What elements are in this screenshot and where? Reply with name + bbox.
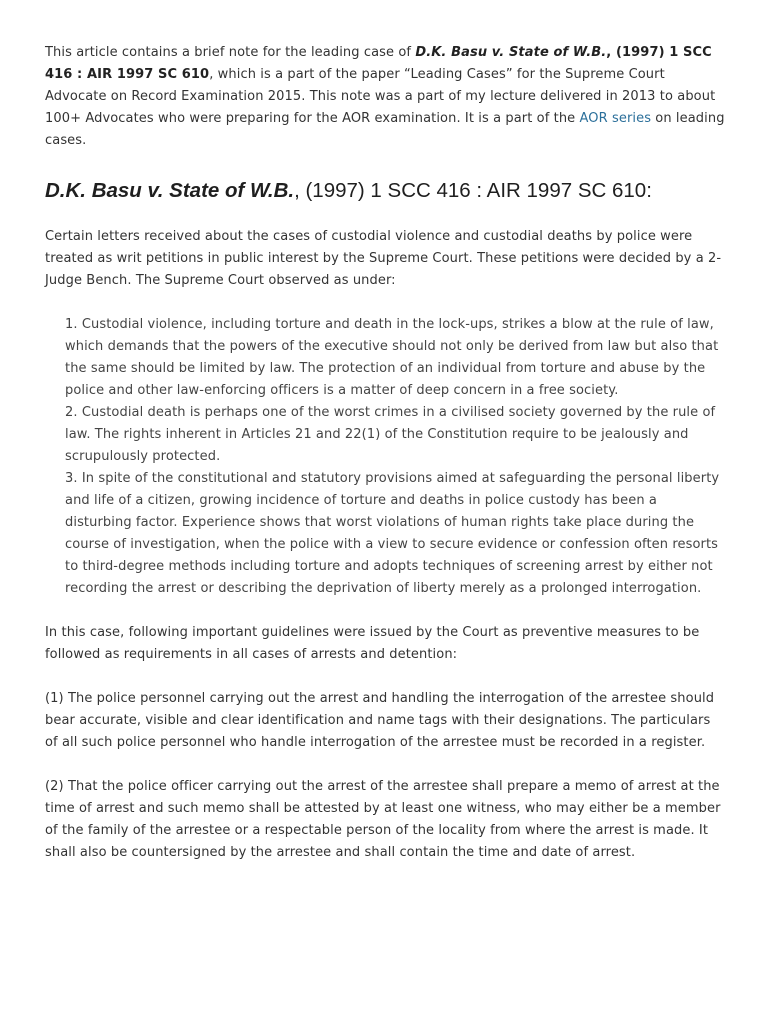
body-paragraph-2: In this case, following important guidelines were issued by the Court as preventive measures to be followed as requirements in all cases of arrests and detention: bbox=[45, 625, 700, 662]
heading-citation: , (1997) 1 SCC 416 : AIR 1997 SC 610: bbox=[294, 179, 652, 202]
body-paragraph-1: Certain letters received about the cases of custodial violence and custodial deaths by police were treated as writ petitions in public interest by the Supreme Court. These petitions were decided by a 2-Judge Bench. The Supreme Court observed as under: bbox=[45, 229, 722, 288]
intro-case-name: D.K. Basu v. State of W.B. bbox=[415, 45, 607, 60]
intro-text-2: , which is a part of the paper “Leading Cases” for the Supreme Court Advocate on Record Examination 2015. This note was a part of my lecture delivered in 2013 to about 100+ Advocates who were preparing for the AOR examination. It is a part of the bbox=[45, 67, 716, 126]
guideline-2: (2) That the police officer carrying out the arrest of the arrestee shall prepare a memo of arrest at the time of arrest and such memo shall be attested by at least one witness, who may either be a member of the family of the arrestee or a respectable person of the locality from where the arrest is made. It shall also be countersigned by the arrestee and shall contain the time and date of arrest. bbox=[45, 779, 721, 860]
intro-citation: , (1997) 1 SCC 416 : AIR 1997 SC 610 bbox=[45, 45, 712, 82]
article-content bbox=[45, 42, 725, 886]
heading-case-name: D.K. Basu v. State of W.B. bbox=[45, 179, 295, 202]
intro-paragraph bbox=[45, 42, 725, 152]
quote-item-1: 1. Custodial violence, including torture and death in the lock-ups, strikes a blow at the rule of law, which demands that the powers of the executive should not only be derived from law but also that the same should be limited by law. The protection of an individual from torture and abuse by the police and other law-enforcing officers is a matter of deep concern in a free society. bbox=[65, 317, 719, 398]
blockquote bbox=[65, 314, 725, 600]
quote-item-2: 2. Custodial death is perhaps one of the worst crimes in a civilised society governed by the rule of law. The rights inherent in Articles 21 and 22(1) of the Constitution require to be jealously and scrupulously protected. bbox=[65, 405, 716, 464]
intro-text-1: This article contains a brief note for the leading case of bbox=[45, 45, 416, 60]
case-heading bbox=[45, 178, 725, 204]
aor-series-link[interactable]: AOR series bbox=[579, 111, 652, 126]
intro-text-3: on leading cases. bbox=[45, 111, 725, 148]
quote-item-3: 3. In spite of the constitutional and statutory provisions aimed at safeguarding the personal liberty and life of a citizen, growing incidence of torture and deaths in police custody has been a disturbing factor. Experience shows that worst violations of human rights take place during the course of investigation, when the police with a view to secure evidence or confession often resorts to third-degree methods including torture and adopts techniques of screening arrest by either not recording the arrest or describing the deprivation of liberty merely as a prolonged interrogation. bbox=[65, 471, 720, 596]
guideline-1: (1) The police personnel carrying out the arrest and handling the interrogation of the arrestee should bear accurate, visible and clear identification and name tags with their designations. The particulars of all such police personnel who handle interrogation of the arrestee must be recorded in a register. bbox=[45, 691, 715, 750]
